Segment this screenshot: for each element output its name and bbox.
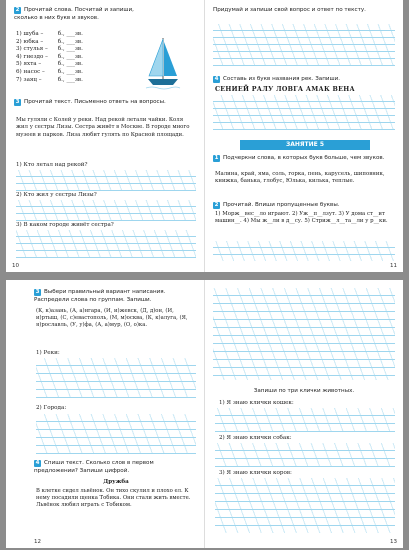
question-dogs: 2) Я знаю клички собак: <box>219 435 292 441</box>
question-1: 1) Кто летал над рекой? <box>16 162 88 168</box>
page-13 <box>205 280 403 548</box>
reading-text: Мы гуляли с Колей у реки. Над рекой летали чайки. Коля жил у сестры Лизы. Сестра живёт в Москве. В городе много музеев и парков. Лиза любит гулять по Красной площади. <box>16 117 190 138</box>
scrambled-river-names: СЕНИЕЙ РАЛУ ЛОВГА АМАК ВЕНА <box>215 86 355 93</box>
copy-text: В клетке сидел львёнок. Он тихо скулил и плохо ел. К нему посадили щенка Тобика. Они стали жить вместе. Львёнок любил играть с Тобиком. <box>36 488 191 509</box>
list-item: 6) насос – б., ___зв. <box>16 68 83 75</box>
writing-lines[interactable] <box>36 358 196 398</box>
page-number: 13 <box>390 539 397 545</box>
text-title: Дружба <box>103 479 129 485</box>
spelling-variants: (К, к)азань, (А, а)нгара, (И, и)жевск, (Д, д)он, (И, и)ртыш, (С, с)евастополь, (М, м)осква, (К, к)алуга, (Я, я)рославль, (У, у)фа, (А, а)мур, (О, о)ка. <box>36 308 188 329</box>
task-4-instruction: 4 Составь из букв названия рек. Запиши. <box>214 76 341 82</box>
cities-label: 2) Города: <box>36 405 67 411</box>
task-3-instruction: 3 Прочитай текст. Письменно ответь на вопросы. <box>15 99 166 105</box>
writing-lines[interactable] <box>36 414 196 454</box>
writing-lines[interactable] <box>213 95 395 130</box>
list-item: 2) юбка – б., ___зв. <box>16 38 83 45</box>
list-item: 7) заяц – б., ___зв. <box>16 76 83 83</box>
workbook-spread-top <box>6 0 403 272</box>
word-list <box>16 31 136 84</box>
fill-in-text[interactable]: 1) Морж__вес__ло играют. 2) Уж__п__лзут. 3) У дома ст__ит машин__. 4) Мы ж__ли в д__су. 5) Стриж__л__та__ли у р__ки. <box>215 211 388 225</box>
task-2-badge: 2 <box>214 202 219 208</box>
writing-lines[interactable] <box>16 170 196 191</box>
question-cows: 3) Я знаю клички коров: <box>219 470 292 476</box>
page-12 <box>6 280 204 548</box>
task-2-instruction: 2 Прочитай слова. Посчитай и запиши, сколько в них букв и звуков. <box>14 7 134 21</box>
page-11 <box>205 0 403 272</box>
writing-lines[interactable] <box>213 241 395 261</box>
workbook-spread-bottom <box>6 280 403 548</box>
task-2-badge: 2 <box>15 7 20 13</box>
list-item: 5) яхта – б., ___зв. <box>16 61 83 68</box>
task-4-instruction: 4 Спиши текст. Сколько слов в первом предложении? Запиши цифрой. <box>34 460 154 474</box>
writing-lines[interactable] <box>215 408 395 432</box>
writing-lines[interactable] <box>16 200 196 221</box>
list-item: 4) гнездо – б., ___зв. <box>16 53 83 60</box>
pet-names-prompt: Запиши по три клички животных. <box>253 388 355 394</box>
sailboat-icon <box>144 36 182 92</box>
question-3: 3) В каком городе живёт сестра? <box>16 222 114 228</box>
task-1-badge: 1 <box>214 155 219 161</box>
rivers-label: 1) Реки: <box>36 350 60 356</box>
task-4-badge: 4 <box>35 460 40 466</box>
question-cats: 1) Я знаю клички кошек: <box>219 400 294 406</box>
task-3-badge: 3 <box>15 99 20 105</box>
writing-lines[interactable] <box>215 443 395 467</box>
list-item: 1) шуба – б., ___зв. <box>16 31 83 37</box>
writing-lines[interactable] <box>215 478 395 533</box>
question-2: 2) Кто жил у сестры Лизы? <box>16 192 97 198</box>
task-3-instruction: 3 Выбери правильный вариант написания. Распредели слова по группам. Запиши. <box>34 289 166 303</box>
writing-lines[interactable] <box>16 230 196 258</box>
page-10 <box>6 0 204 272</box>
task-1-instruction: 1 Подчеркни слова, в которых букв больше, чем звуков. <box>214 155 385 161</box>
writing-lines[interactable] <box>213 24 395 66</box>
list-item: 3) стулья – б., ___зв. <box>16 46 83 53</box>
invent-question-instruction: Придумай и запиши свой вопрос и ответ по тексту. <box>213 7 366 13</box>
task-2-instruction: 2 Прочитай. Впиши пропущенные буквы. <box>214 202 340 208</box>
page-number: 11 <box>390 263 397 269</box>
task-4-badge: 4 <box>214 76 219 82</box>
lesson-header: ЗАНЯТИЕ 5 <box>240 140 370 150</box>
page-number: 10 <box>12 263 19 269</box>
page-number: 12 <box>34 539 41 545</box>
writing-lines[interactable] <box>213 288 395 380</box>
task-3-badge: 3 <box>35 289 40 295</box>
word-set: Малина, край, яма, соль, горка, пень, карусель, шиповник, книжка, банька, глобус, Юлька, килька, теплые. <box>215 171 385 185</box>
